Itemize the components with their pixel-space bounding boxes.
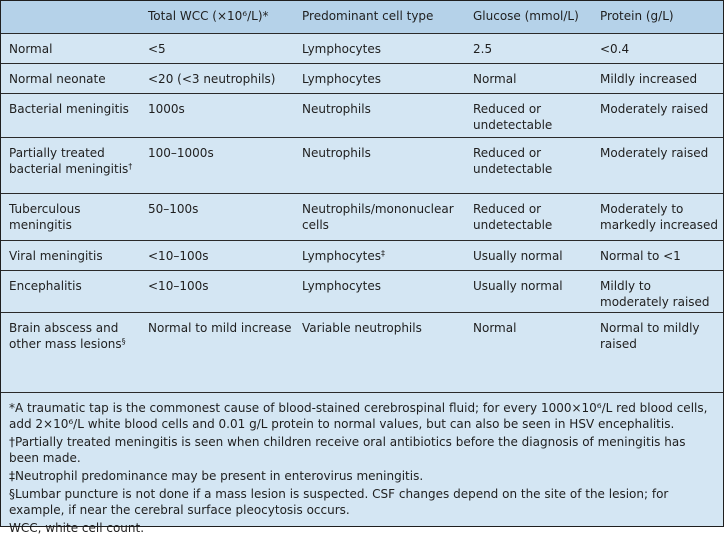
table-row: [1, 240, 723, 270]
cell-wcc: 1000s: [148, 101, 185, 116]
table-row: [1, 193, 723, 240]
footnote-lumbar-puncture: §Lumbar puncture is not done if a mass lesion is suspected. CSF changes depend on the site of the lesion; for example, if near the cerebral surface pleocytosis occurs.: [9, 487, 669, 517]
cell-glucose: Reduced or undetectable: [473, 145, 553, 176]
cell-cell-type: Neutrophils/mononuclear cells: [302, 201, 454, 232]
footnote-mark: §: [121, 336, 126, 346]
table-row: [1, 312, 723, 368]
cell-cell-type: Neutrophils: [302, 145, 371, 160]
cell-protein: Mildly increased: [600, 71, 698, 86]
cell-condition: [1, 312, 139, 368]
cell-protein: Normal to mildly raised: [600, 320, 700, 351]
table-footnotes: [1, 392, 723, 535]
cell-wcc: 100–1000s: [148, 145, 214, 160]
cell-glucose: Normal: [473, 320, 517, 335]
cell-wcc: 50–100s: [148, 201, 199, 216]
cell-wcc: <10–100s: [148, 278, 209, 293]
cell-cell-type: Lymphocytes: [302, 278, 381, 293]
cell-wcc: <10–100s: [148, 248, 209, 263]
cell-glucose: Usually normal: [473, 248, 563, 263]
cell-condition: Viral meningitis: [9, 248, 103, 263]
table-row: [1, 93, 723, 137]
table-row: [1, 33, 723, 63]
cell-cell-type: Lymphocytes: [302, 41, 381, 56]
cell-cell-type: Lymphocytes: [302, 71, 381, 86]
cell-wcc: Normal to mild increase: [148, 320, 292, 335]
table-row: [1, 63, 723, 93]
cell-condition: Normal: [9, 41, 53, 56]
cell-glucose: Normal: [473, 71, 517, 86]
header-cell-type: Predominant cell type: [302, 9, 434, 23]
cell-cell-type: Neutrophils: [302, 101, 371, 116]
cell-condition: [1, 137, 139, 193]
cell-glucose: Reduced or undetectable: [473, 201, 553, 232]
cell-condition: Encephalitis: [9, 278, 82, 293]
cell-protein: Normal to <1: [600, 248, 681, 263]
footnote-abbreviation: WCC, white cell count.: [9, 521, 145, 535]
cell-glucose: 2.5: [473, 41, 493, 56]
cell-glucose: Reduced or undetectable: [473, 101, 553, 132]
header-total-wcc: Total WCC (×10⁶/L)*: [148, 9, 269, 23]
cell-cell-type: [293, 240, 464, 270]
cell-wcc: <5: [148, 41, 166, 56]
cell-protein: Mildly to moderately raised: [600, 278, 710, 309]
footnote-mark: ‡: [380, 248, 385, 258]
cell-cell-type-text: Lymphocytes: [302, 248, 381, 263]
cell-condition-text: Brain abscess and other mass lesions: [9, 320, 122, 351]
footnote-traumatic-tap: *A traumatic tap is the commonest cause of blood-stained cerebrospinal fluid; for every 1000×10⁶/L red blood cells, add 2×10⁶/L white blood cells and 0.01 g/L protein to normal values, but can also be seen in HSV encephalitis.: [9, 401, 708, 431]
table-row: [1, 270, 723, 312]
cell-glucose: Usually normal: [473, 278, 563, 293]
cell-condition: Bacterial meningitis: [9, 101, 129, 116]
cell-protein: Moderately to markedly increased: [600, 201, 718, 232]
header-glucose: Glucose (mmol/L): [473, 9, 579, 23]
cell-protein: <0.4: [600, 41, 630, 56]
table-row: [1, 137, 723, 193]
cell-condition: Tuberculous meningitis: [9, 201, 81, 232]
footnote-partially-treated: †Partially treated meningitis is seen when children receive oral antibiotics before the diagnosis of meningitis has been made.: [9, 435, 686, 465]
cell-cell-type: Variable neutrophils: [302, 320, 422, 335]
footnote-neutrophil: ‡Neutrophil predominance may be present in enterovirus meningitis.: [9, 469, 424, 483]
cell-wcc: <20 (<3 neutrophils): [148, 71, 276, 86]
table-header-row: [1, 1, 723, 33]
cell-condition-text: Partially treated bacterial meningitis: [9, 145, 129, 176]
cell-protein: Moderately raised: [600, 101, 709, 116]
header-condition: [1, 1, 139, 33]
header-protein: Protein (g/L): [600, 9, 674, 23]
csf-findings-table: [1, 1, 723, 368]
cell-protein: Moderately raised: [600, 145, 709, 160]
cell-condition: Normal neonate: [9, 71, 106, 86]
footnote-mark: †: [128, 161, 133, 171]
